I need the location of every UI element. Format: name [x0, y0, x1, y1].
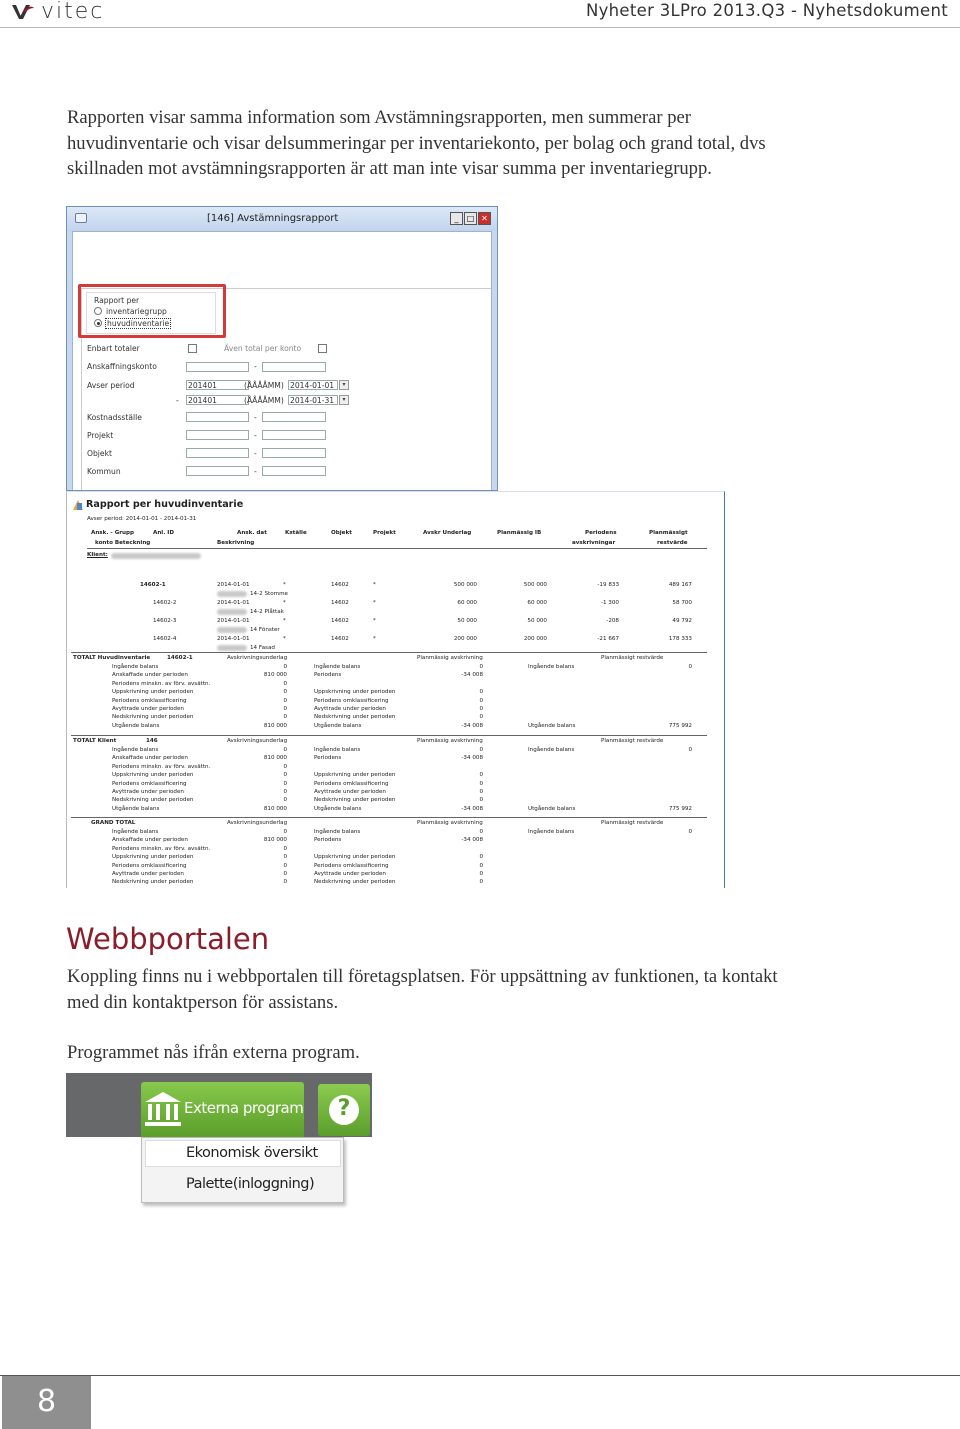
row-periodens: -208	[606, 618, 619, 624]
row-restvarde: 178 333	[668, 636, 692, 642]
row-description: 14 Fönster	[250, 627, 280, 633]
row-ib: 60 000	[527, 600, 547, 606]
period-format-1: (ÅÅÅÅMM)	[244, 381, 284, 390]
block-label-left: Nedskrivning under perioden	[112, 797, 194, 804]
vitec-logo-icon	[10, 2, 36, 22]
block-value-left: 810 000	[263, 837, 287, 844]
row-ib: 50 000	[527, 618, 547, 624]
block-value-left: 0	[283, 879, 287, 886]
block-label-mid: Uppskrivning under perioden	[314, 689, 396, 696]
redacted-name	[217, 609, 247, 615]
row-date: 2014-01-01	[217, 600, 250, 606]
row-description: 14-2 Plåttak	[250, 609, 284, 615]
period-to-input[interactable]	[186, 395, 249, 405]
col-avskr-underlag: Avskr Underlag	[423, 530, 472, 536]
block-label-left: Uppskrivning under perioden	[112, 772, 194, 779]
row-kstalle: *	[283, 600, 286, 606]
kostnadsstalle-from-input[interactable]	[186, 412, 249, 422]
date-from-input[interactable]	[288, 380, 338, 390]
report-preview	[66, 491, 725, 888]
section-heading: Webbportalen	[66, 922, 270, 956]
block-label-mid: Periodens omklassificering	[314, 862, 389, 869]
block-header-planmassigt-restvarde: Planmässigt restvärde	[601, 738, 664, 744]
redacted-client-name	[111, 553, 201, 559]
block-value-mid: -34 008	[461, 837, 483, 844]
block-value-left: 0	[283, 689, 287, 696]
section-paragraph-2: Programmet nås ifrån externa program.	[67, 1042, 360, 1063]
row-anl-id: 14602-2	[153, 600, 177, 606]
row-underlag: 500 000	[453, 582, 477, 588]
row-description: 14 Fasad	[250, 645, 275, 651]
block-value-left: 810 000	[263, 755, 287, 762]
row-objekt: 14602	[331, 636, 349, 642]
col-avskrivningar: avskrivningar	[572, 540, 616, 546]
radio-inventariegrupp-label: inventariegrupp	[106, 307, 167, 316]
block-value-mid: 0	[479, 829, 483, 835]
date-to-input[interactable]	[288, 395, 338, 405]
block-label-left: Avyttrade under perioden	[112, 706, 184, 712]
block-label-left: Periodens omklassificering	[112, 780, 187, 787]
logo-text: vitec	[41, 0, 105, 24]
block-ib-label: Ingående balans	[528, 747, 575, 753]
block-label-left: Anskaffade under perioden	[112, 755, 188, 762]
row-description: 14-2 Stomme	[250, 591, 288, 597]
block-ib-value: 0	[688, 829, 692, 835]
row-projekt: *	[373, 582, 376, 588]
period-to-value: 201401	[188, 396, 217, 405]
klient-label: Klient:	[87, 552, 108, 558]
dash: -	[176, 396, 179, 405]
externa-program-label: Externa program	[184, 1099, 304, 1117]
period-from-input[interactable]	[186, 380, 249, 390]
objekt-label: Objekt	[87, 449, 112, 458]
block-value-mid: 0	[479, 747, 483, 753]
block-value-left: 0	[283, 854, 287, 861]
block-label-left: Periodens minskn. av förv. avsättn.	[112, 845, 211, 852]
block-label-mid: Avyttrade under perioden	[314, 789, 386, 795]
block-label-mid: Periodens	[314, 672, 342, 679]
date-to-value: 2014-01-31	[290, 396, 335, 405]
section-paragraph-line-1: Koppling finns nu i webbportalen till företagsplatsen. För uppsättning av funktionen, ta kontakt	[67, 966, 778, 987]
block-label-left: Uppskrivning under perioden	[112, 854, 194, 861]
document-title: Nyheter 3LPro 2013.Q3 - Nyhetsdokument	[585, 1, 948, 20]
block-value-left: 0	[283, 797, 287, 804]
block-header-avskrivningsunderlag: Avskrivningsunderlag	[227, 738, 288, 744]
row-objekt: 14602	[331, 600, 349, 606]
block-value-mid: -34 008	[461, 722, 483, 729]
footer-rule	[0, 1375, 960, 1376]
row-projekt: *	[373, 618, 376, 624]
row-date: 2014-01-01	[217, 582, 250, 588]
block-label-mid: Avyttrade under perioden	[314, 706, 386, 712]
block-label-mid: Periodens omklassificering	[314, 780, 389, 787]
redacted-name	[217, 645, 247, 651]
redacted-name	[217, 627, 247, 633]
block-value-left: 0	[283, 664, 287, 670]
block-value-mid: 0	[479, 664, 483, 670]
block-header-planmassigt-restvarde: Planmässigt restvärde	[601, 820, 664, 826]
col-beskrivning: Beskrivning	[217, 540, 255, 546]
block-value-mid: 0	[479, 706, 483, 712]
block-label: GRAND TOTAL	[91, 820, 136, 826]
block-label-mid: Nedskrivning under perioden	[314, 879, 396, 886]
block-value-left: 0	[283, 697, 287, 704]
aven-total-checkbox[interactable]	[318, 344, 327, 353]
row-kstalle: *	[283, 582, 286, 588]
block-label-left: Anskaffade under perioden	[112, 672, 188, 679]
block-value-mid: -34 008	[461, 672, 483, 679]
block-label-mid: Utgående balans	[314, 805, 362, 812]
block-value-mid: -34 008	[461, 805, 483, 812]
redacted-name	[217, 591, 247, 597]
externa-program-menu	[141, 1137, 344, 1203]
block-label-left: Periodens omklassificering	[112, 697, 187, 704]
block-value-mid: 0	[479, 854, 483, 861]
anskaffningskonto-from-input[interactable]	[186, 362, 249, 372]
dialog-titlebar	[67, 207, 497, 231]
block-label: TOTALT Huvudinventarie	[73, 655, 151, 661]
row-kstalle: *	[283, 618, 286, 624]
menu-item-label: Palette(inloggning)	[186, 1176, 315, 1192]
row-underlag: 60 000	[457, 600, 477, 606]
col-konto-beteckning: konto Beteckning	[95, 540, 151, 546]
block-label-mid: Uppskrivning under perioden	[314, 772, 396, 779]
row-kstalle: *	[283, 636, 286, 642]
block-header-avskrivningsunderlag: Avskrivningsunderlag	[227, 820, 288, 826]
block-value-mid: 0	[479, 797, 483, 804]
dialog-title: [146] Avstämningsrapport	[207, 213, 339, 224]
block-label-left: Avyttrade under perioden	[112, 871, 184, 877]
block-value-left: 810 000	[263, 722, 287, 729]
block-value-left: 0	[283, 845, 287, 852]
col-planmassigt: Planmässigt	[649, 530, 688, 536]
dash: -	[254, 449, 257, 458]
block-header-planmassig-avskrivning: Planmässig avskrivning	[417, 655, 483, 661]
col-kstalle: Kställe	[285, 530, 307, 536]
block-label-left: Ingående balans	[112, 664, 159, 670]
help-symbol: ?	[337, 1096, 351, 1121]
enbart-totaler-label: Enbart totaler	[87, 344, 140, 353]
menu-item-label: Ekonomisk översikt	[186, 1145, 318, 1161]
block-value-mid: 0	[479, 879, 483, 886]
block-value-left: 0	[283, 862, 287, 869]
row-ib: 500 000	[523, 582, 547, 588]
anskaffningskonto-label: Anskaffningskonto	[87, 362, 157, 371]
anskaffningskonto-to-input[interactable]	[262, 362, 326, 372]
block-label-left: Ingående balans	[112, 747, 159, 753]
row-periodens: -1 300	[600, 600, 619, 606]
col-periodens: Periodens	[585, 530, 617, 536]
col-ansk-grupp: Ansk. - Grupp	[91, 530, 135, 536]
objekt-from-input[interactable]	[186, 448, 249, 458]
date-to-dropdown-icon[interactable]: ▾	[339, 395, 349, 405]
block-label-left: Utgående balans	[112, 805, 160, 812]
objekt-to-input[interactable]	[262, 448, 326, 458]
row-restvarde: 58 700	[672, 600, 692, 606]
row-projekt: *	[373, 636, 376, 642]
projekt-label: Projekt	[87, 431, 114, 440]
kostnadsstalle-to-input[interactable]	[262, 412, 326, 422]
block-header-avskrivningsunderlag: Avskrivningsunderlag	[227, 655, 288, 661]
kommun-to-input[interactable]	[262, 466, 326, 476]
block-value-mid: 0	[479, 789, 483, 795]
block-label-left: Avyttrade under perioden	[112, 789, 184, 795]
block-value-left: 0	[283, 747, 287, 753]
block-label-mid: Avyttrade under perioden	[314, 871, 386, 877]
block-label-left: Periodens minskn. av förv. avsättn.	[112, 763, 211, 770]
col-objekt: Objekt	[331, 530, 352, 536]
block-value-left: 0	[283, 763, 287, 770]
avser-period-label: Avser period	[87, 381, 135, 390]
block-label-left: Anskaffade under perioden	[112, 837, 188, 844]
row-underlag: 200 000	[453, 636, 477, 642]
kommun-label: Kommun	[87, 467, 121, 476]
report-icon	[72, 499, 84, 511]
dash: -	[254, 413, 257, 422]
help-button[interactable]	[318, 1084, 370, 1136]
block-ub-value: 775 992	[668, 722, 692, 729]
kostnadsstalle-label: Kostnadsställe	[87, 413, 142, 422]
block-value-left: 0	[283, 706, 287, 712]
block-label-mid: Ingående balans	[314, 829, 361, 835]
block-value-mid: 0	[479, 697, 483, 704]
row-periodens: -19 833	[597, 582, 619, 588]
radio-huvudinventarie[interactable]	[94, 319, 102, 327]
block-label-id: 14602-1	[167, 655, 193, 661]
aven-total-label: Även total per konto	[224, 344, 302, 353]
row-anl-id: 14602-4	[153, 636, 177, 642]
row-date: 2014-01-01	[217, 636, 250, 642]
block-value-left: 0	[283, 714, 287, 721]
block-value-mid: 0	[479, 871, 483, 877]
block-value-mid: -34 008	[461, 755, 483, 762]
block-label-mid: Nedskrivning under perioden	[314, 714, 396, 721]
block-label-left: Nedskrivning under perioden	[112, 879, 194, 886]
block-label-left: Ingående balans	[112, 829, 159, 835]
block-value-left: 0	[283, 789, 287, 795]
block-label-left: Uppskrivning under perioden	[112, 689, 194, 696]
period-from-value: 201401	[188, 381, 217, 390]
close-button[interactable]: ✕	[478, 212, 491, 225]
row-restvarde: 49 792	[672, 618, 692, 624]
col-projekt: Projekt	[373, 530, 396, 536]
row-date: 2014-01-01	[217, 618, 250, 624]
block-label-id: 146	[146, 738, 158, 744]
block-label-left: Periodens omklassificering	[112, 862, 187, 869]
block-label-mid: Uppskrivning under perioden	[314, 854, 396, 861]
report-subtitle: Avser period: 2014-01-01 - 2014-01-31	[87, 516, 197, 522]
block-value-left: 0	[283, 772, 287, 779]
row-projekt: *	[373, 600, 376, 606]
rapport-per-label: Rapport per	[94, 296, 140, 305]
block-value-left: 0	[283, 680, 287, 687]
block-value-left: 0	[283, 780, 287, 787]
date-from-dropdown-icon[interactable]: ▾	[339, 380, 349, 390]
block-value-left: 0	[283, 871, 287, 877]
header-rule	[87, 548, 707, 549]
block-label-left: Utgående balans	[112, 722, 160, 729]
page-header	[0, 0, 960, 28]
radio-huvudinventarie-label: huvudinventarie	[107, 319, 170, 328]
block-label-mid: Periodens	[314, 837, 342, 844]
section-paragraph-line-2: med din kontaktperson för assistans.	[67, 991, 339, 1013]
block-label-mid: Utgående balans	[314, 722, 362, 729]
row-restvarde: 489 167	[668, 582, 692, 588]
block-value-mid: 0	[479, 780, 483, 787]
intro-line-2: huvudinventarie och visar delsummeringar per inventariekonto, per bolag och grand total, dvs	[67, 132, 766, 154]
block-value-left: 810 000	[263, 672, 287, 679]
block-rule	[71, 735, 707, 736]
block-header-planmassig-avskrivning: Planmässig avskrivning	[417, 820, 483, 826]
block-ub-label: Utgående balans	[528, 805, 576, 812]
period-format-2: (ÅÅÅÅMM)	[244, 396, 284, 405]
intro-line-3: skillnaden mot avstämningsrapporten är att man inte visar summa per inventariegrupp.	[67, 158, 712, 179]
building-icon	[143, 1090, 183, 1128]
block-ub-label: Utgående balans	[528, 722, 576, 729]
block-value-left: 0	[283, 829, 287, 835]
block-rule	[71, 817, 707, 818]
block-ib-label: Ingående balans	[528, 829, 575, 835]
block-rule	[71, 652, 707, 653]
page-number: 8	[36, 1384, 57, 1419]
block-ib-value: 0	[688, 747, 692, 753]
row-objekt: 14602	[331, 582, 349, 588]
date-from-value: 2014-01-01	[290, 381, 335, 390]
block-label-left: Periodens minskn. av förv. avsättn.	[112, 680, 211, 687]
block-label-mid: Nedskrivning under perioden	[314, 797, 396, 804]
row-ib: 200 000	[523, 636, 547, 642]
enbart-totaler-checkbox[interactable]	[188, 344, 197, 353]
col-planmassig-ib: Planmässig IB	[497, 530, 542, 536]
row-objekt: 14602	[331, 618, 349, 624]
col-anl-id: Anl. ID	[153, 530, 175, 536]
projekt-to-input[interactable]	[262, 430, 326, 440]
row-anl-id: 14602-3	[153, 618, 177, 624]
col-restvarde: restvärde	[657, 540, 688, 546]
block-ub-value: 775 992	[668, 805, 692, 812]
block-label-mid: Ingående balans	[314, 747, 361, 753]
menu-item-palette[interactable]	[145, 1171, 341, 1198]
block-value-mid: 0	[479, 772, 483, 779]
projekt-from-input[interactable]	[186, 430, 249, 440]
intro-line-1: Rapporten visar samma information som Avstämningsrapporten, men summerar per	[67, 107, 691, 128]
maximize-button[interactable]: □	[464, 212, 477, 225]
dash: -	[254, 467, 257, 476]
block-value-mid: 0	[479, 714, 483, 721]
block-label-mid: Periodens	[314, 755, 342, 762]
minimize-button[interactable]: _	[450, 212, 463, 225]
window-icon	[75, 213, 87, 223]
block-value-mid: 0	[479, 689, 483, 696]
dash: -	[254, 362, 257, 371]
dash: -	[254, 431, 257, 440]
page-number-box	[2, 1376, 91, 1429]
block-header-planmassigt-restvarde: Planmässigt restvärde	[601, 655, 664, 661]
block-ib-label: Ingående balans	[528, 664, 575, 670]
row-underlag: 50 000	[457, 618, 477, 624]
kommun-from-input[interactable]	[186, 466, 249, 476]
block-ib-value: 0	[688, 664, 692, 670]
block-header-planmassig-avskrivning: Planmässig avskrivning	[417, 738, 483, 744]
block-value-left: 810 000	[263, 805, 287, 812]
group-id: 14602-1	[140, 582, 166, 588]
radio-inventariegrupp[interactable]	[94, 307, 102, 315]
vitec-logo	[10, 1, 104, 23]
block-label-mid: Periodens omklassificering	[314, 697, 389, 704]
block-label-mid: Ingående balans	[314, 664, 361, 670]
menu-item-ekonomisk-oversikt[interactable]	[145, 1140, 341, 1167]
col-ansk-dat: Ansk. dat	[237, 530, 267, 536]
row-periodens: -21 667	[597, 636, 619, 642]
block-label-left: Nedskrivning under perioden	[112, 714, 194, 721]
report-title: Rapport per huvudinventarie	[86, 499, 244, 510]
block-label: TOTALT Klient	[73, 738, 117, 744]
block-value-mid: 0	[479, 862, 483, 869]
